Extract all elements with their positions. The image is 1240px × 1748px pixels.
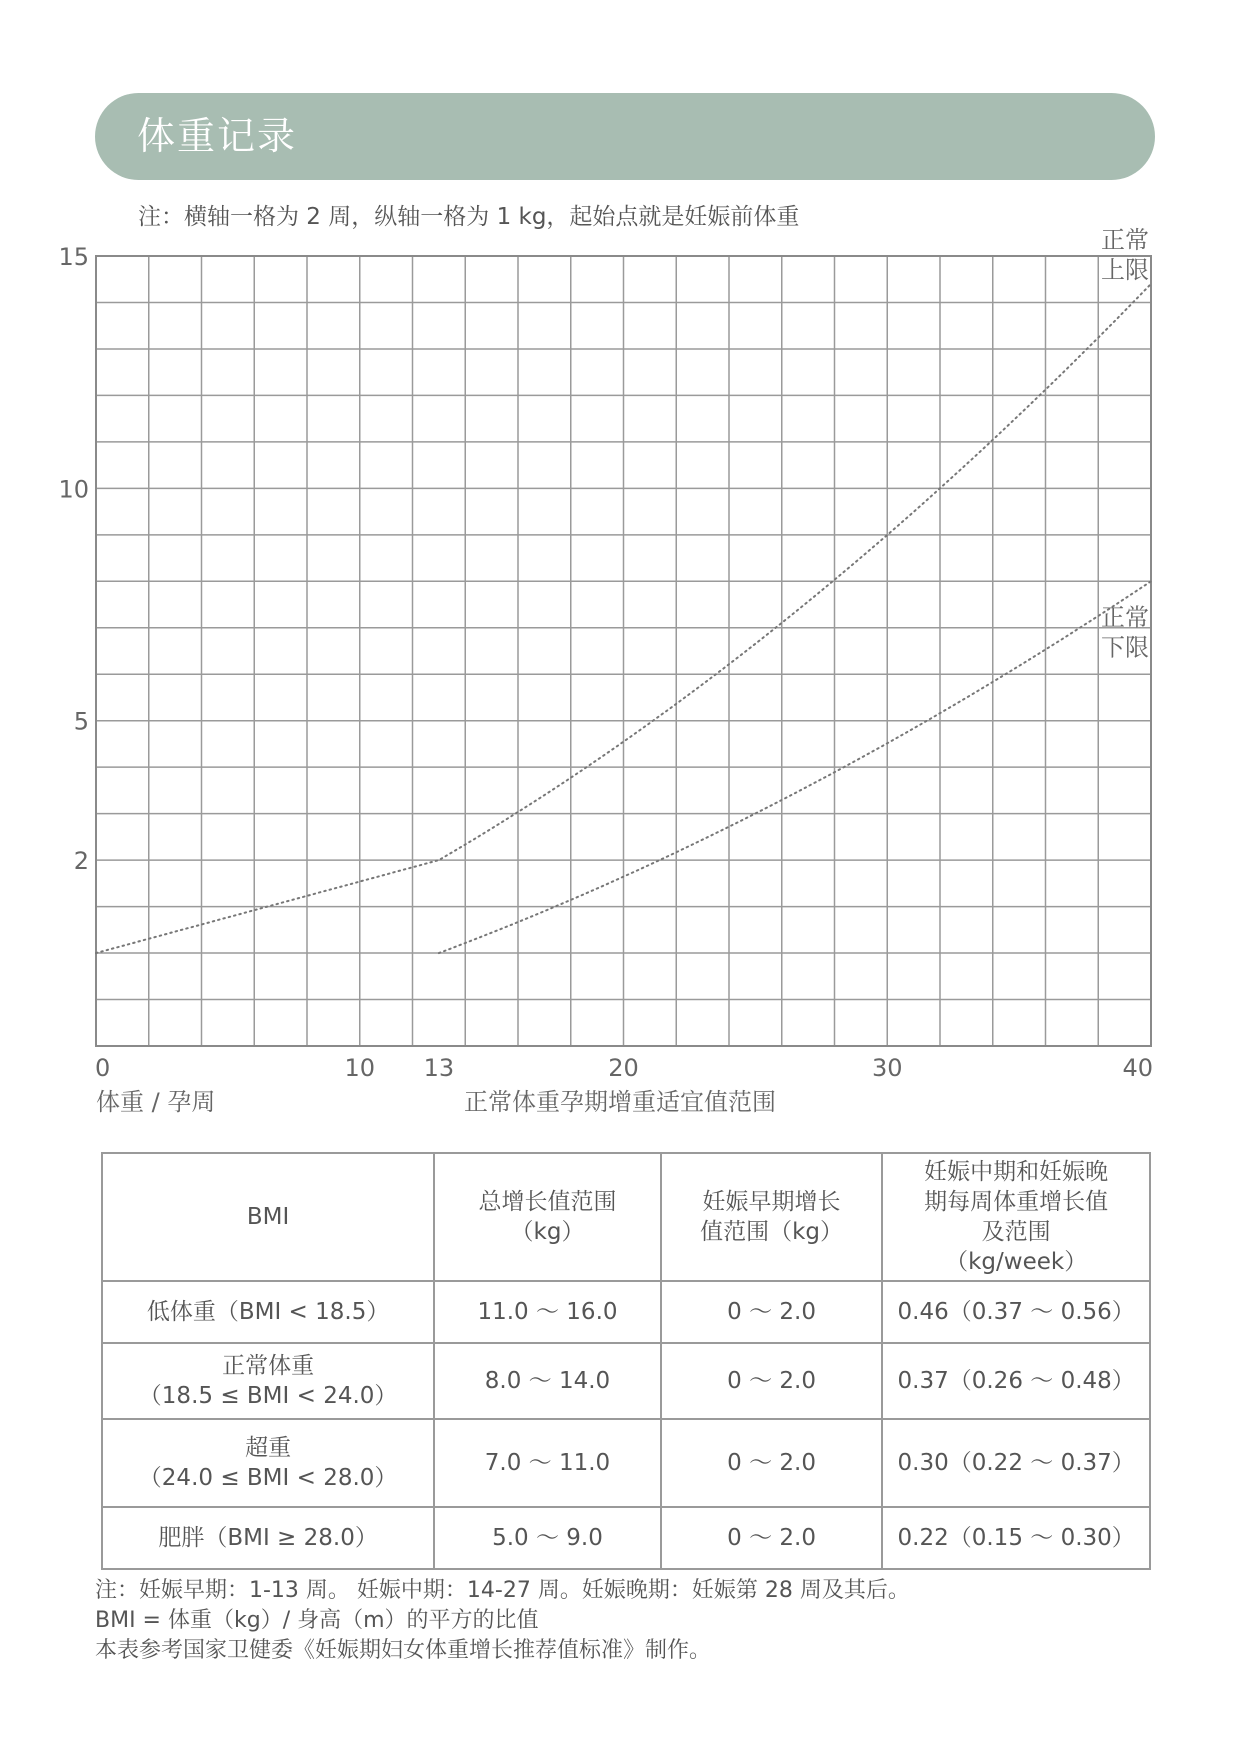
total-gain-cell: 7.0 ～ 11.0 bbox=[434, 1419, 661, 1507]
y-tick-label: 5 bbox=[73, 707, 89, 736]
chart-title: 正常体重孕期增重适宜值范围 bbox=[464, 1088, 776, 1116]
footnote-bmi-formula: BMI = 体重（kg）/ 身高（m）的平方的比值 bbox=[95, 1608, 539, 1633]
x-tick-label: 30 bbox=[871, 1054, 903, 1082]
early-gain-header bbox=[661, 1153, 883, 1281]
bmi-weight-gain-table bbox=[101, 1152, 1151, 1570]
early-gain-cell: 0 ～ 2.0 bbox=[661, 1281, 883, 1343]
header-text-line: 及范围 bbox=[981, 1219, 1051, 1245]
weekly-gain-cell: 0.22（0.15 ～ 0.30） bbox=[882, 1507, 1150, 1569]
weekly-gain-cell: 0.46（0.37 ～ 0.56） bbox=[882, 1281, 1150, 1343]
bmi-category-cell bbox=[102, 1281, 434, 1343]
table-row bbox=[102, 1419, 1150, 1507]
series-label-lower: 正常 bbox=[1101, 603, 1149, 632]
header-text-line: BMI bbox=[246, 1204, 290, 1230]
y-tick-label: 10 bbox=[58, 475, 89, 504]
total-gain-cell: 5.0 ～ 9.0 bbox=[434, 1507, 661, 1569]
series-label-upper: 正常 bbox=[1101, 225, 1149, 254]
early-gain-cell: 0 ～ 2.0 bbox=[661, 1419, 883, 1507]
weekly-gain-header bbox=[882, 1153, 1150, 1281]
x-tick-label: 10 bbox=[344, 1054, 376, 1082]
x-tick-label: 0 bbox=[95, 1054, 111, 1082]
header-text-line: 总增长值范围 bbox=[478, 1189, 617, 1215]
bmi-category-cell bbox=[102, 1343, 434, 1419]
bmi-category-text: 超重 bbox=[245, 1435, 292, 1461]
x-axis-label: 体重 / 孕周 bbox=[96, 1088, 216, 1116]
total-gain-cell: 11.0 ～ 16.0 bbox=[434, 1281, 661, 1343]
series-label-upper: 上限 bbox=[1101, 255, 1149, 284]
x-tick-label: 20 bbox=[608, 1054, 639, 1082]
y-tick-label: 2 bbox=[73, 847, 89, 876]
x-tick-label: 40 bbox=[1122, 1054, 1153, 1082]
table-row bbox=[102, 1343, 1150, 1419]
series-label-lower: 下限 bbox=[1101, 633, 1149, 662]
y-tick-label: 15 bbox=[58, 243, 89, 271]
weekly-gain-cell: 0.37（0.26 ～ 0.48） bbox=[882, 1343, 1150, 1419]
header-text-line: （kg/week） bbox=[945, 1249, 1088, 1275]
header-text-line: 妊娠早期增长 bbox=[702, 1189, 841, 1215]
table-row bbox=[102, 1281, 1150, 1343]
chart-note: 注：横轴一格为 2 周，纵轴一格为 1 kg，起始点就是妊娠前体重 bbox=[138, 204, 800, 230]
bmi-category-text: （18.5 ≤ BMI < 24.0） bbox=[138, 1383, 398, 1409]
bmi-category-cell bbox=[102, 1507, 434, 1569]
header-text-line: （kg） bbox=[510, 1219, 585, 1245]
header-text-line: 妊娠中期和妊娠晚 bbox=[924, 1159, 1109, 1185]
early-gain-cell: 0 ～ 2.0 bbox=[661, 1507, 883, 1569]
header-text-line: 值范围（kg） bbox=[700, 1219, 843, 1245]
footnote-source: 本表参考国家卫健委《妊娠期妇女体重增长推荐值标准》制作。 bbox=[95, 1638, 712, 1663]
bmi-category-cell bbox=[102, 1419, 434, 1507]
footnote-periods: 注：妊娠早期：1-13 周。 妊娠中期：14-27 周。妊娠晚期：妊娠第 28 周及其后。 bbox=[95, 1578, 910, 1603]
total-gain-cell: 8.0 ～ 14.0 bbox=[434, 1343, 661, 1419]
bmi-category-text: （24.0 ≤ BMI < 28.0） bbox=[138, 1465, 398, 1491]
table-header-row bbox=[102, 1153, 1150, 1281]
bmi-header bbox=[102, 1153, 434, 1281]
page-title: 体重记录 bbox=[137, 114, 298, 158]
header-text-line: 期每周体重增长值 bbox=[924, 1189, 1109, 1215]
bmi-category-text: 低体重（BMI < 18.5） bbox=[146, 1299, 390, 1325]
total-gain-header bbox=[434, 1153, 661, 1281]
bmi-category-text: 正常体重 bbox=[222, 1353, 315, 1379]
weekly-gain-cell: 0.30（0.22 ～ 0.37） bbox=[882, 1419, 1150, 1507]
table-row bbox=[102, 1507, 1150, 1569]
x-tick-label: 13 bbox=[423, 1054, 455, 1082]
bmi-category-text: 肥胖（BMI ≥ 28.0） bbox=[158, 1525, 378, 1551]
early-gain-cell: 0 ～ 2.0 bbox=[661, 1343, 883, 1419]
footnotes bbox=[95, 1576, 910, 1666]
